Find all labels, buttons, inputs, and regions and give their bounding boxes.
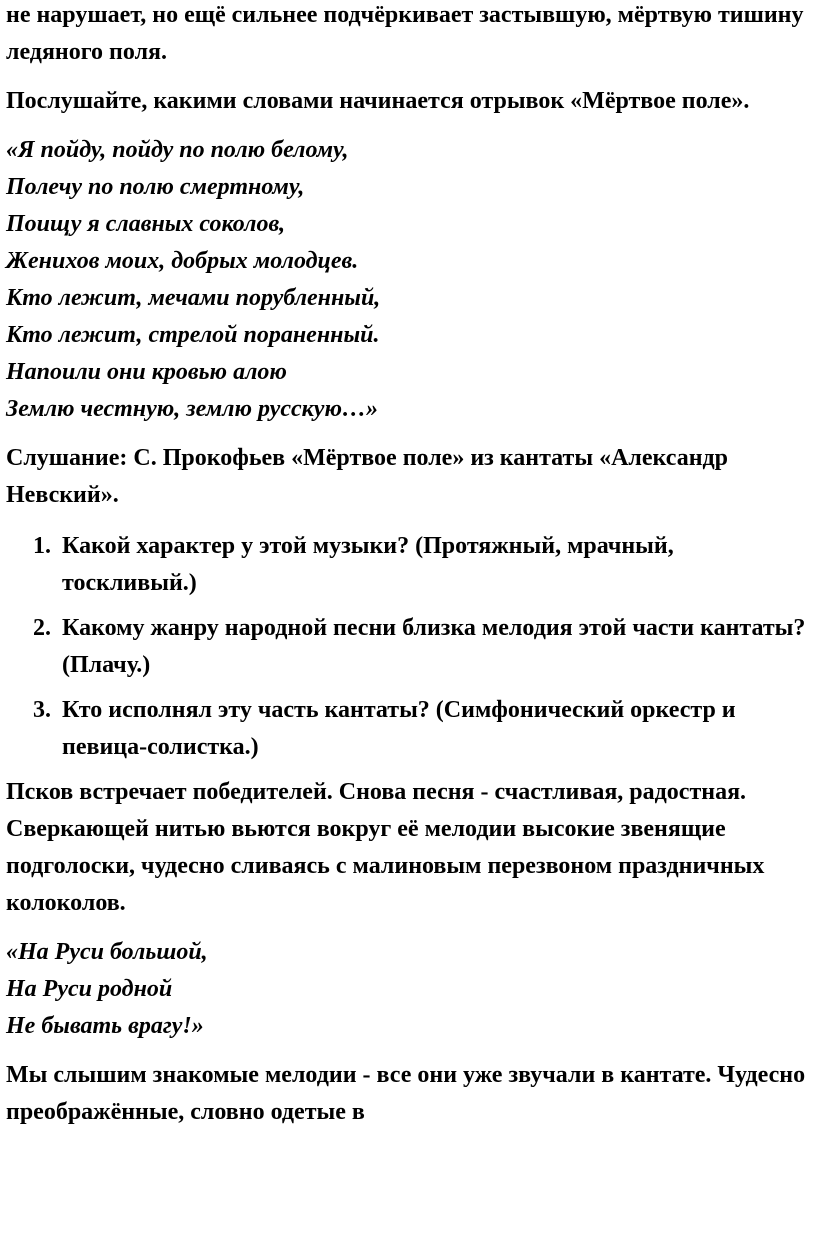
paragraph-listen-words: Послушайте, какими словами начинается отрывок «Мёртвое поле». [6, 88, 750, 114]
paragraph-pskov: Псков встречает победителей. Снова песня - счастливая, радостная. Сверкающей нитью вьются вокруг её мелодии высокие звенящие подголоски, чудесно сливаясь с малиновым перезвоном праздничных колоколов. [6, 779, 765, 916]
question-number: 1. [33, 533, 51, 559]
poem-line: «Я пойду, пойду по полю белому, [6, 137, 349, 163]
poem-line: Землю честную, землю русскую…» [6, 396, 378, 422]
question-text: Какому жанру народной песни близка мелодия этой части кантаты? (Плачу.) [62, 615, 806, 678]
paragraph-intro: не нарушает, но ещё сильнее подчёркивает застывшую, мёртвую тишину ледяного поля. [6, 2, 804, 65]
question-number: 3. [33, 697, 51, 723]
poem-line: Кто лежит, стрелой пораненный. [6, 322, 380, 348]
poem-dead-field [6, 132, 806, 428]
question-text: Кто исполнял эту часть кантаты? (Симфонический оркестр и певица-солистка.) [62, 697, 736, 760]
poem-line: Напоили они кровью алою [6, 359, 287, 385]
poem-line: «На Руси большой, [6, 939, 208, 965]
poem-rus [6, 934, 806, 1045]
paragraph-melodies: Мы слышим знакомые мелодии - все они уже звучали в кантате. Чудесно преображённые, словно одетые в [6, 1062, 806, 1125]
question-text: Какой характер у этой музыки? (Протяжный, мрачный, тоскливый.) [62, 533, 674, 596]
question-number: 2. [33, 615, 51, 641]
question-item [6, 610, 806, 684]
poem-line: Кто лежит, мечами порубленный, [6, 285, 381, 311]
poem-line: Не бывать врагу!» [6, 1013, 204, 1039]
question-item [6, 528, 806, 602]
poem-line: Женихов моих, добрых молодцев. [6, 248, 359, 274]
poem-line: Полечу по полю смертному, [6, 174, 305, 200]
poem-line: На Руси родной [6, 976, 173, 1002]
question-item [6, 692, 806, 766]
poem-line: Поищу я славных соколов, [6, 211, 286, 237]
paragraph-listening: Слушание: С. Прокофьев «Мёртвое поле» из кантаты «Александр Невский». [6, 445, 729, 508]
questions-list [6, 528, 806, 766]
